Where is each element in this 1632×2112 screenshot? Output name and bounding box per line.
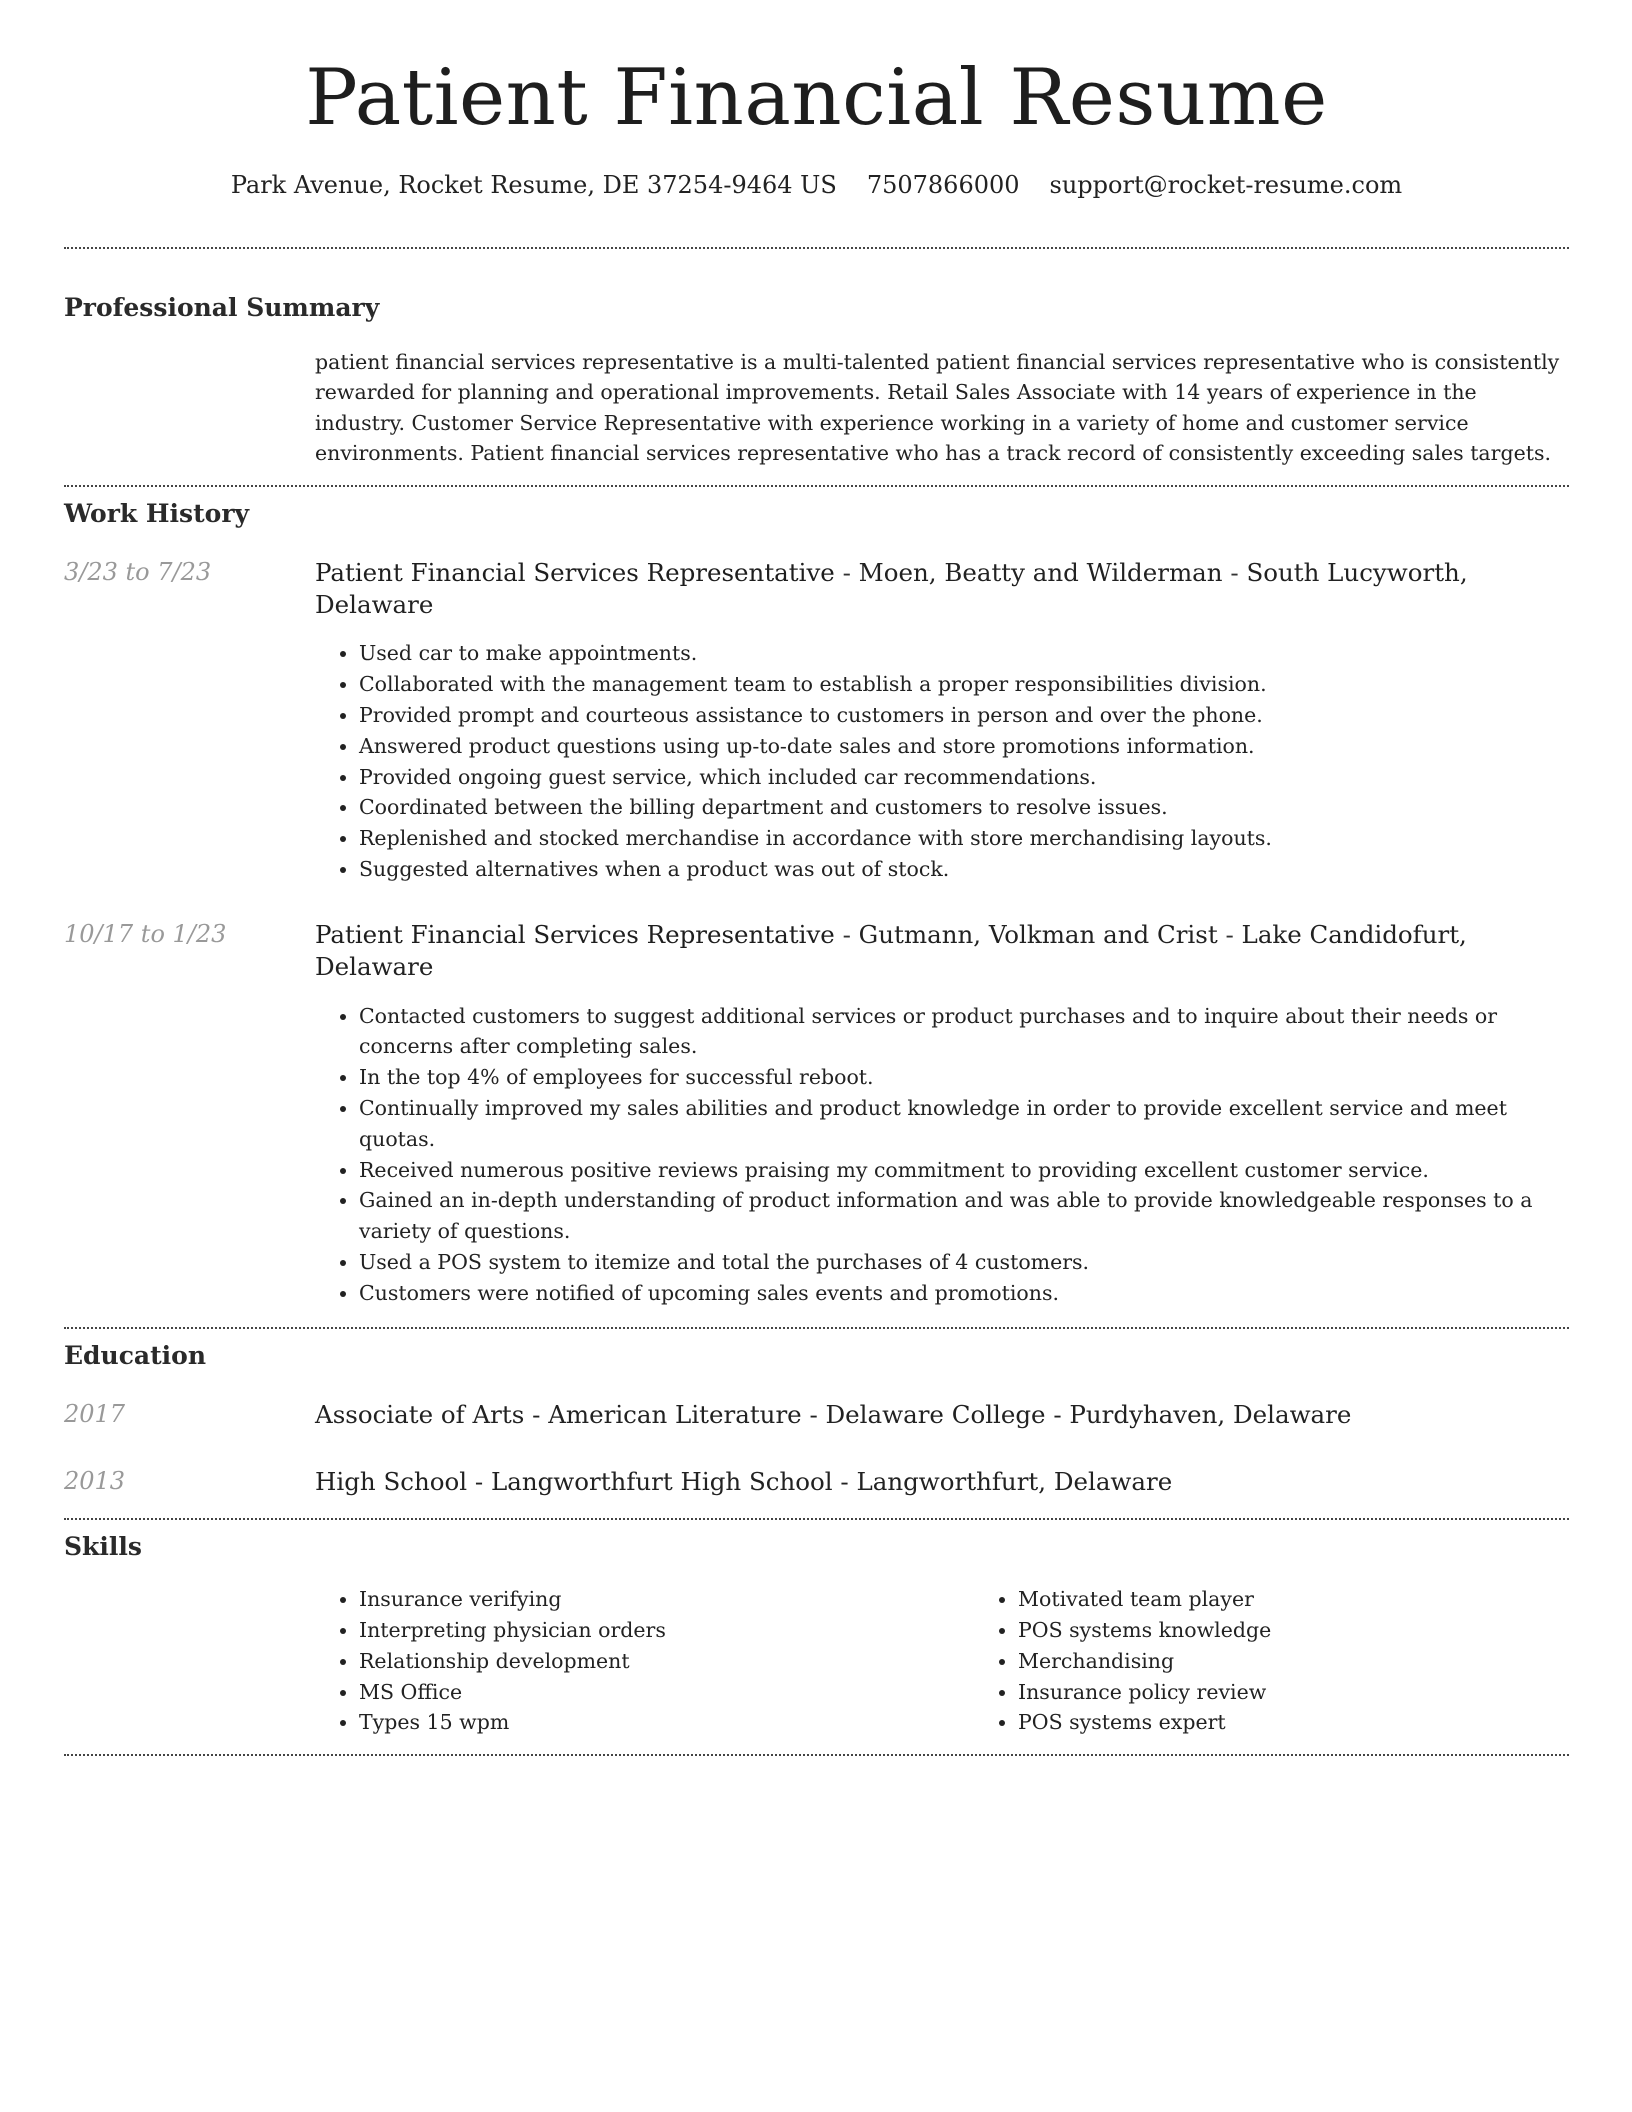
job-location: Lake Candidofurt, Delaware (315, 919, 1467, 981)
education-entry (64, 1466, 1569, 1498)
skills-list-right (974, 1584, 1632, 1738)
list-item: • In the top 4% of employees for successful reboot. (359, 1062, 1569, 1093)
list-item: • Merchandising (1018, 1646, 1632, 1677)
list-item: • Answered product questions using up-to-date sales and store promotions information. (359, 731, 1569, 762)
list-item: • Customers were notified of upcoming sales events and promotions. (359, 1278, 1569, 1309)
skills-divider (64, 1754, 1569, 1756)
education-school: Delaware College (825, 1399, 1046, 1429)
contact-address: Park Avenue, Rocket Resume, DE 37254-9464 US (230, 170, 837, 199)
summary-text: patient financial services representative is a multi-talented patient financial services representative who is consistently rewarded for planning and operational improvements. Retail Sales Associate with 14 years of experience in the industry. Customer Service Representative with experience working in a variety of home and customer service environments. Patient financial services representative who has a track record of consistently exceeding sales targets. (315, 349, 1560, 466)
list-item: • POS systems expert (1018, 1707, 1632, 1738)
job-title: Patient Financial Services Representative (315, 919, 835, 949)
list-item: • Suggested alternatives when a product was out of stock. (359, 854, 1569, 885)
work-divider (64, 1327, 1569, 1329)
education-location: Purdyhaven, Delaware (1069, 1399, 1352, 1429)
education-degree: Associate of Arts (315, 1399, 525, 1429)
job-title-line: Patient Financial Services Representative - Gutmann, Volkman and Crist - Lake Candidofurt, Delaware (315, 919, 1467, 981)
education-title-line: Associate of Arts - American Literature - Delaware College - Purdyhaven, Delaware (315, 1399, 1352, 1429)
job-dates: 10/17 to 1/23 (64, 919, 227, 948)
job-entry (64, 557, 1569, 885)
education-title-line: High School - Langworthfurt High School - Langworthfurt, Delaware (315, 1467, 1173, 1497)
job-title: Patient Financial Services Representative (315, 557, 835, 587)
list-item: • Used a POS system to itemize and total the purchases of 4 customers. (359, 1247, 1569, 1278)
list-item: • Interpreting physician orders (359, 1615, 974, 1646)
list-item: • Gained an in-depth understanding of product information and was able to provide knowledgeable responses to a variety of questions. (359, 1185, 1569, 1247)
list-item: • Collaborated with the management team to establish a proper responsibilities division. (359, 669, 1569, 700)
list-item: • Types 15 wpm (359, 1707, 974, 1738)
education-field: American Literature (548, 1399, 802, 1429)
resume-title: Patient Financial Resume (305, 53, 1328, 143)
education-divider (64, 1518, 1569, 1520)
header-divider (64, 247, 1569, 249)
list-item: • Contacted customers to suggest additional services or product purchases and to inquire about their needs or concerns after completing sales. (359, 1001, 1569, 1063)
education-degree: High School (315, 1467, 468, 1497)
list-item: • POS systems knowledge (1018, 1615, 1632, 1646)
skills-heading: Skills (64, 1532, 142, 1562)
skills-columns (315, 1584, 1632, 1738)
work-heading: Work History (64, 498, 250, 528)
list-item: • Insurance verifying (359, 1584, 974, 1615)
job-bullets (315, 638, 1569, 884)
list-item: • Coordinated between the billing department and customers to resolve issues. (359, 792, 1569, 823)
education-heading: Education (64, 1340, 207, 1370)
contact-email: support@rocket-resume.com (1049, 170, 1403, 199)
contact-line (64, 170, 1569, 201)
education-year: 2017 (64, 1399, 126, 1428)
education-location: Langworthfurt, Delaware (856, 1467, 1173, 1497)
job-dates: 3/23 to 7/23 (64, 557, 212, 586)
job-company: Moen, Beatty and Wilderman (858, 557, 1223, 587)
skills-list-left (315, 1584, 974, 1738)
education-entry (64, 1399, 1569, 1431)
list-item: • Received numerous positive reviews praising my commitment to providing excellent customer service. (359, 1155, 1569, 1186)
list-item: • Provided prompt and courteous assistance to customers in person and over the phone. (359, 700, 1569, 731)
list-item: • Provided ongoing guest service, which included car recommendations. (359, 762, 1569, 793)
list-item: • Replenished and stocked merchandise in accordance with store merchandising layouts. (359, 823, 1569, 854)
resume-page (64, 0, 1569, 1756)
job-entry (64, 919, 1569, 1309)
education-school: Langworthfurt High School (490, 1467, 833, 1497)
list-item: • Insurance policy review (1018, 1677, 1632, 1708)
list-item: • Used car to make appointments. (359, 638, 1569, 669)
job-location: South Lucyworth, Delaware (315, 557, 1468, 619)
contact-phone: 7507866000 (866, 170, 1020, 199)
education-year: 2013 (64, 1467, 126, 1496)
summary-heading: Professional Summary (64, 292, 380, 322)
job-bullets (315, 1001, 1569, 1309)
summary-divider (64, 485, 1569, 487)
job-title-line: Patient Financial Services Representative - Moen, Beatty and Wilderman - South Lucyworth, Delaware (315, 557, 1468, 619)
list-item: • Motivated team player (1018, 1584, 1632, 1615)
job-company: Gutmann, Volkman and Crist (858, 919, 1218, 949)
list-item: • Continually improved my sales abilities and product knowledge in order to provide excellent service and meet quotas. (359, 1093, 1569, 1155)
list-item: • MS Office (359, 1677, 974, 1708)
list-item: • Relationship development (359, 1646, 974, 1677)
